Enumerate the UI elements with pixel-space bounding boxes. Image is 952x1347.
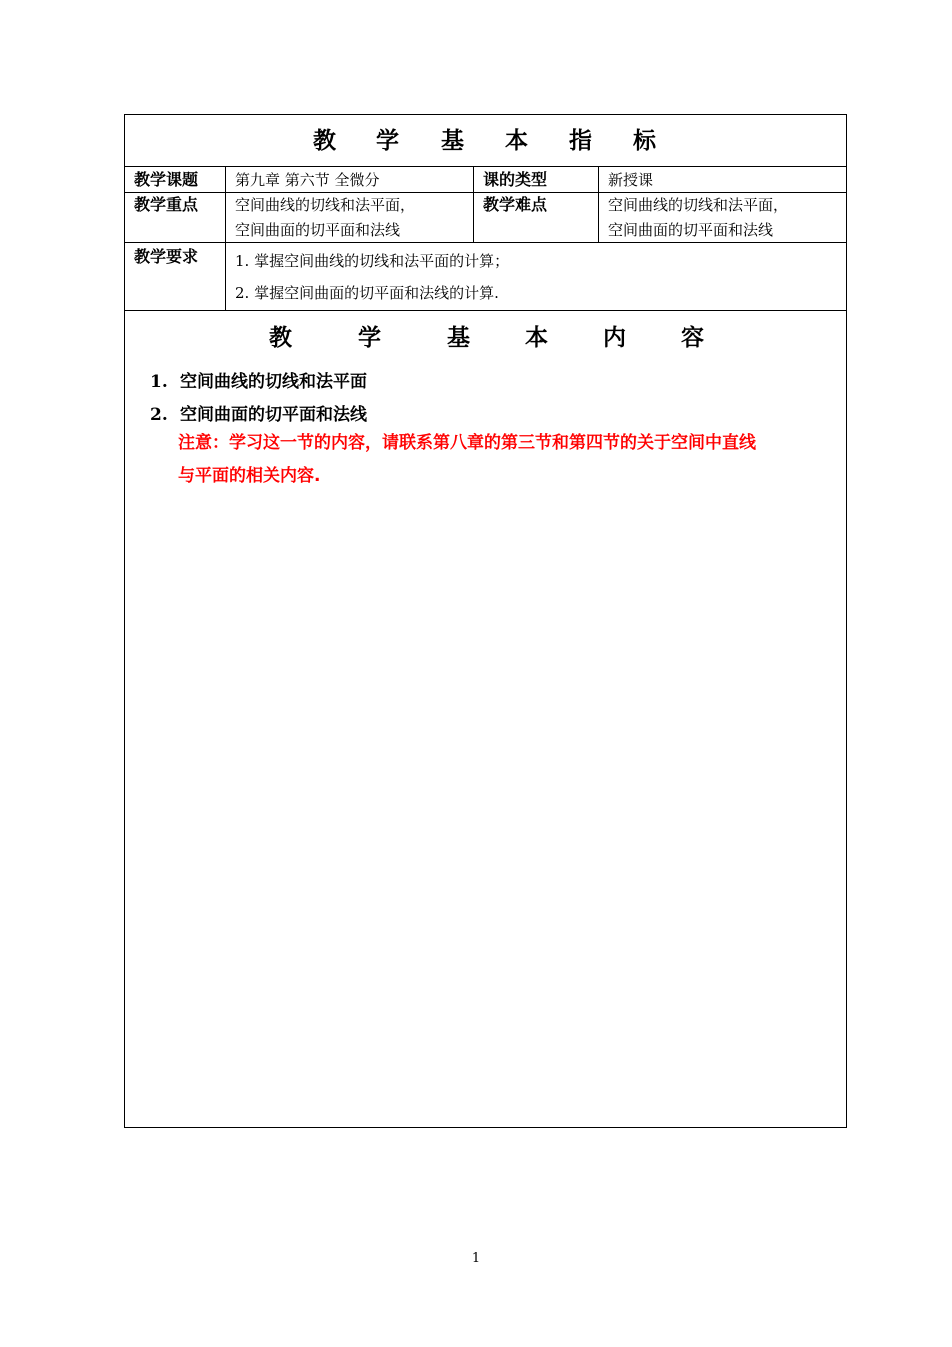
- focus-label: 教学重点: [134, 195, 199, 214]
- focus-value: [225, 193, 473, 242]
- requirement-item: 2. 掌握空间曲面的切平面和法线的计算.: [235, 284, 499, 302]
- section-number: 1.: [150, 372, 168, 392]
- focus-line: 空间曲面的切平面和法线: [235, 221, 401, 239]
- topic-label: 教学课题: [134, 170, 199, 189]
- lesson-plan-table: [124, 114, 847, 1128]
- section-heading: [150, 400, 367, 425]
- requirements-list: [225, 243, 846, 310]
- requirements-label: 教学要求: [134, 247, 199, 266]
- requirement-item: 1. 掌握空间曲线的切线和法平面的计算；: [235, 252, 510, 270]
- indicators-title-row: [125, 115, 846, 167]
- content-block: [125, 311, 846, 1127]
- title-char: 教: [313, 128, 336, 154]
- note-line: 注意：学习这一节的内容，请联系第八章的第三节和第四节的关于空间中直线: [178, 433, 756, 453]
- title-char: 标: [633, 128, 656, 154]
- type-label: 课的类型: [473, 167, 598, 192]
- note-line: 与平面的相关内容.: [178, 466, 321, 486]
- title-char: 指: [569, 128, 592, 154]
- section-text: 空间曲线的切线和法平面: [180, 372, 367, 392]
- type-value: 新授课: [598, 167, 846, 192]
- section-text: 空间曲面的切平面和法线: [180, 405, 367, 425]
- title-char: 基: [441, 128, 464, 154]
- title-char: 本: [505, 128, 528, 154]
- title-char: 内: [603, 325, 626, 351]
- difficulty-label: 教学难点: [473, 193, 598, 242]
- difficulty-line: 空间曲面的切平面和法线: [608, 221, 774, 239]
- requirements-row: [125, 243, 846, 311]
- title-char: 学: [358, 325, 381, 351]
- section-number: 2.: [150, 405, 168, 425]
- difficulty-line: 空间曲线的切线和法平面，: [608, 196, 789, 214]
- focus-row: [125, 193, 846, 243]
- title-char: 容: [681, 325, 704, 351]
- title-char: 本: [525, 325, 548, 351]
- page-number: 1: [471, 1251, 481, 1266]
- topic-row: [125, 167, 846, 193]
- content-title: [125, 321, 846, 355]
- difficulty-value: [598, 193, 846, 242]
- title-char: 基: [447, 325, 470, 351]
- title-char: 教: [269, 325, 292, 351]
- title-char: 学: [376, 128, 399, 154]
- focus-line: 空间曲线的切线和法平面，: [235, 196, 416, 214]
- topic-value: 第九章 第六节 全微分: [225, 167, 473, 192]
- section-heading: [150, 367, 367, 392]
- study-note: [178, 427, 843, 493]
